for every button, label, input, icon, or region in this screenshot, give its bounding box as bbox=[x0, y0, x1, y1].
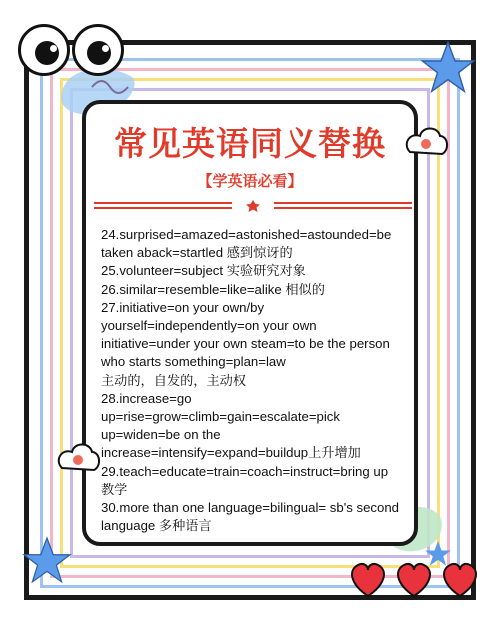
eyes-icon bbox=[14, 14, 124, 74]
text-line: initiative=under your own steam=to be the person bbox=[101, 336, 390, 352]
text-line: language 多种语言 bbox=[101, 518, 212, 534]
right-eye bbox=[72, 24, 124, 76]
text-line: 26.similar=resemble=like=alike 相似的 bbox=[101, 281, 325, 297]
text-line: 主动的，自发的，主动权 bbox=[101, 372, 247, 388]
hearts-decoration bbox=[346, 556, 486, 602]
page-title: 常见英语同义替换 bbox=[114, 124, 386, 163]
star-icon-bottom-left bbox=[22, 536, 72, 586]
text-line: increase=intensify=expand=buildup上升增加 bbox=[101, 445, 361, 461]
text-line: 25.volunteer=subject 实验研究对象 bbox=[101, 263, 306, 279]
page-subtitle: 【学英语必看】 bbox=[197, 172, 303, 190]
text-line: who starts something=plan=law bbox=[101, 354, 286, 370]
text-line: 30.more than one language=bilingual= sb's second bbox=[101, 500, 399, 516]
text-line: 27.initiative=on your own/by bbox=[101, 299, 265, 315]
text-line: 28.increase=go bbox=[101, 390, 192, 406]
text-line: 教学 bbox=[101, 481, 128, 497]
star-icon bbox=[420, 40, 476, 96]
left-eye bbox=[18, 24, 70, 76]
text-line: up=rise=grow=climb=gain=escalate=pick bbox=[101, 409, 340, 425]
text-line: taken aback=startled 感到惊讶的 bbox=[101, 245, 293, 261]
text-line: 24.surprised=amazed=astonished=astounded=be bbox=[101, 227, 392, 242]
synonym-list bbox=[101, 226, 401, 535]
heart-icon-2 bbox=[398, 564, 430, 596]
divider-star-icon bbox=[246, 200, 260, 212]
text-line: up=widen=be on the bbox=[101, 427, 221, 443]
heart-icon bbox=[352, 564, 384, 596]
cloud-icon-left bbox=[54, 438, 102, 482]
title-divider bbox=[94, 200, 412, 212]
text-line: yourself=independently=on your own bbox=[101, 318, 317, 334]
heart-icon-3 bbox=[444, 564, 476, 596]
text-line: 29.teach=educate=train=coach=instruct=bring up bbox=[101, 463, 389, 479]
